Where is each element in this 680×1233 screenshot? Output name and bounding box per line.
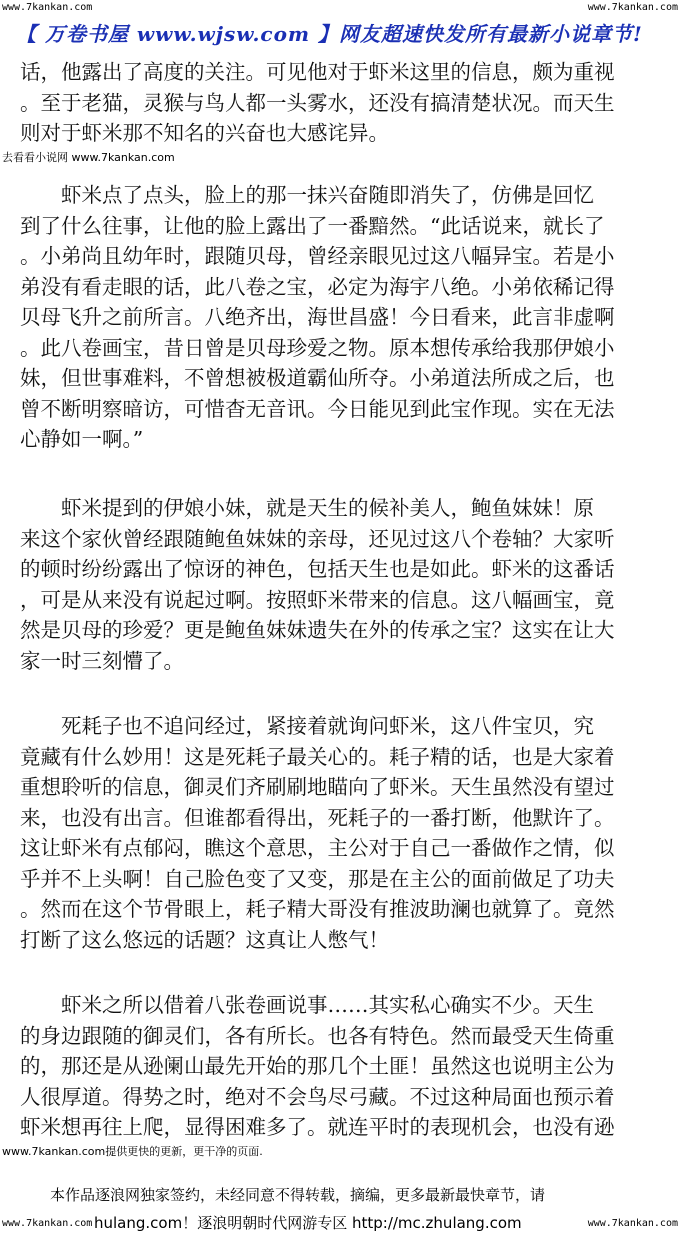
corner-watermark-top-left: www.7kankan.com bbox=[2, 2, 93, 13]
text-line: 话，他露出了高度的关注。可见他对于虾米这里的信息，颇为重视 bbox=[20, 60, 615, 84]
text-line: 家一时三刻懵了。 bbox=[20, 648, 184, 673]
text-line: 然是贝母的珍爱？更是鲍鱼妹妹遗失在外的传承之宝？这实在让大 bbox=[20, 618, 615, 642]
text-line: 虾米之所以借着八张卷画说事……其实私心确实不少。天生 bbox=[20, 993, 594, 1017]
paragraph-block-1 bbox=[20, 57, 668, 149]
corner-watermark-bottom-right: www.7kankan.com bbox=[587, 1218, 678, 1229]
text-line: 来，也没有出言。但谁都看得出，死耗子的一番打断，他默许了。 bbox=[20, 805, 615, 830]
text-line: 的身边跟随的御灵们，各有所长。也各有特色。然而最受天生倚重 bbox=[20, 1023, 615, 1048]
text-line: 贝母飞升之前所言。八绝齐出，海世昌盛！今日看来，此言非虚啊 bbox=[20, 305, 615, 329]
text-line: 。然而在这个节骨眼上，耗子精大哥没有推波助澜也就算了。竟然 bbox=[20, 897, 615, 921]
text-line: 来这个家伙曾经跟随鲍鱼妹妹的亲母，还见过这八个卷轴？大家听 bbox=[20, 526, 615, 551]
text-line: 到了什么往事，让他的脸上露出了一番黯然。“此话说来，就长了 bbox=[20, 213, 605, 238]
paragraph-block-2 bbox=[20, 180, 668, 455]
text-line: 这让虾米有点郁闷，瞧这个意思，主公对于自己一番做作之情，似 bbox=[20, 836, 615, 860]
text-line: 虾米提到的伊娘小妹，就是天生的候补美人，鲍鱼妹妹！原 bbox=[20, 496, 594, 520]
text-line: 的，那还是从逊阑山最先开始的那几个土匪！虽然这也说明主公为 bbox=[20, 1054, 615, 1078]
footer-notice-line-1: 本作品逐浪网独家签约，未经同意不得转载，摘编，更多最新最快章节，请 bbox=[50, 1186, 546, 1204]
text-line: 的顿时纷纷露出了惊讶的神色，包括天生也是如此。虾米的这番话 bbox=[20, 557, 615, 581]
text-line: 心静如一啊。” bbox=[20, 427, 144, 451]
text-line: 重想聆听的信息，御灵们齐刷刷地瞄向了虾米。天生虽然没有望过 bbox=[20, 775, 615, 799]
paragraph-block-5 bbox=[20, 990, 668, 1143]
text-line: 虾米点了点头，脸上的那一抹兴奋随即消失了，仿佛是回忆 bbox=[20, 183, 594, 207]
footer-notice-line-2: hulang.com！逐浪明朝时代网游专区 http://mc.zhulang.com bbox=[94, 1214, 522, 1232]
paragraph-block-4 bbox=[20, 711, 668, 955]
text-line: 则对于虾米那不知名的兴奋也大感诧异。 bbox=[20, 121, 389, 145]
text-line: 弟没有看走眼的话，此八卷之宝，必定为海宇八绝。小弟依稀记得 bbox=[20, 274, 615, 299]
text-line: 乎并不上头啊！自己脸色变了又变，那是在主公的面前做足了功夫 bbox=[20, 866, 615, 891]
text-line: ，可是从来没有说起过啊。按照虾米带来的信息。这八幅画宝，竟 bbox=[20, 587, 615, 612]
corner-watermark-top-right: www.7kankan.com bbox=[587, 2, 678, 13]
text-line: 曾不断明察暗访，可惜杳无音讯。今日能见到此宝作现。实在无法 bbox=[20, 396, 615, 421]
text-line: 。小弟尚且幼年时，跟随贝母，曾经亲眼见过这八幅异宝。若是小 bbox=[20, 244, 615, 268]
text-line: 。此八卷画宝，昔日曾是贝母珍爱之物。原本想传承给我那伊娘小 bbox=[20, 335, 615, 360]
corner-watermark-bottom-left: www.7kankan.com bbox=[2, 1218, 93, 1229]
text-line: 打断了这么悠远的话题？这真让人憋气！ bbox=[20, 927, 389, 952]
mid-watermark-note: 去看看小说网 www.7kankan.com bbox=[2, 151, 175, 164]
text-line: 竟藏有什么妙用！这是死耗子最关心的。耗子精的话，也是大家着 bbox=[20, 744, 615, 769]
text-line: 虾米想再往上爬，显得困难多了。就连平时的表现机会，也没有逊 bbox=[20, 1115, 615, 1139]
text-line: 人很厚道。得势之时，绝对不会鸟尽弓藏。不过这种局面也预示着 bbox=[20, 1084, 615, 1109]
text-line: 妹，但世事难料，不曾想被极道霸仙所夺。小弟道法所成之后，也 bbox=[20, 366, 615, 390]
text-line: 。至于老猫，灵猴与鸟人都一头雾水，还没有搞清楚状况。而天生 bbox=[20, 90, 615, 115]
text-line: 死耗子也不追问经过，紧接着就询问虾米，这八件宝贝，究 bbox=[20, 714, 594, 738]
paragraph-block-3 bbox=[20, 493, 668, 676]
bottom-watermark-note: www.7kankan.com提供更快的更新，更干净的页面. bbox=[2, 1145, 263, 1158]
site-banner: 【 万卷书屋 www.wjsw.com 】网友超速快发所有最新小说章节! bbox=[16, 22, 643, 46]
